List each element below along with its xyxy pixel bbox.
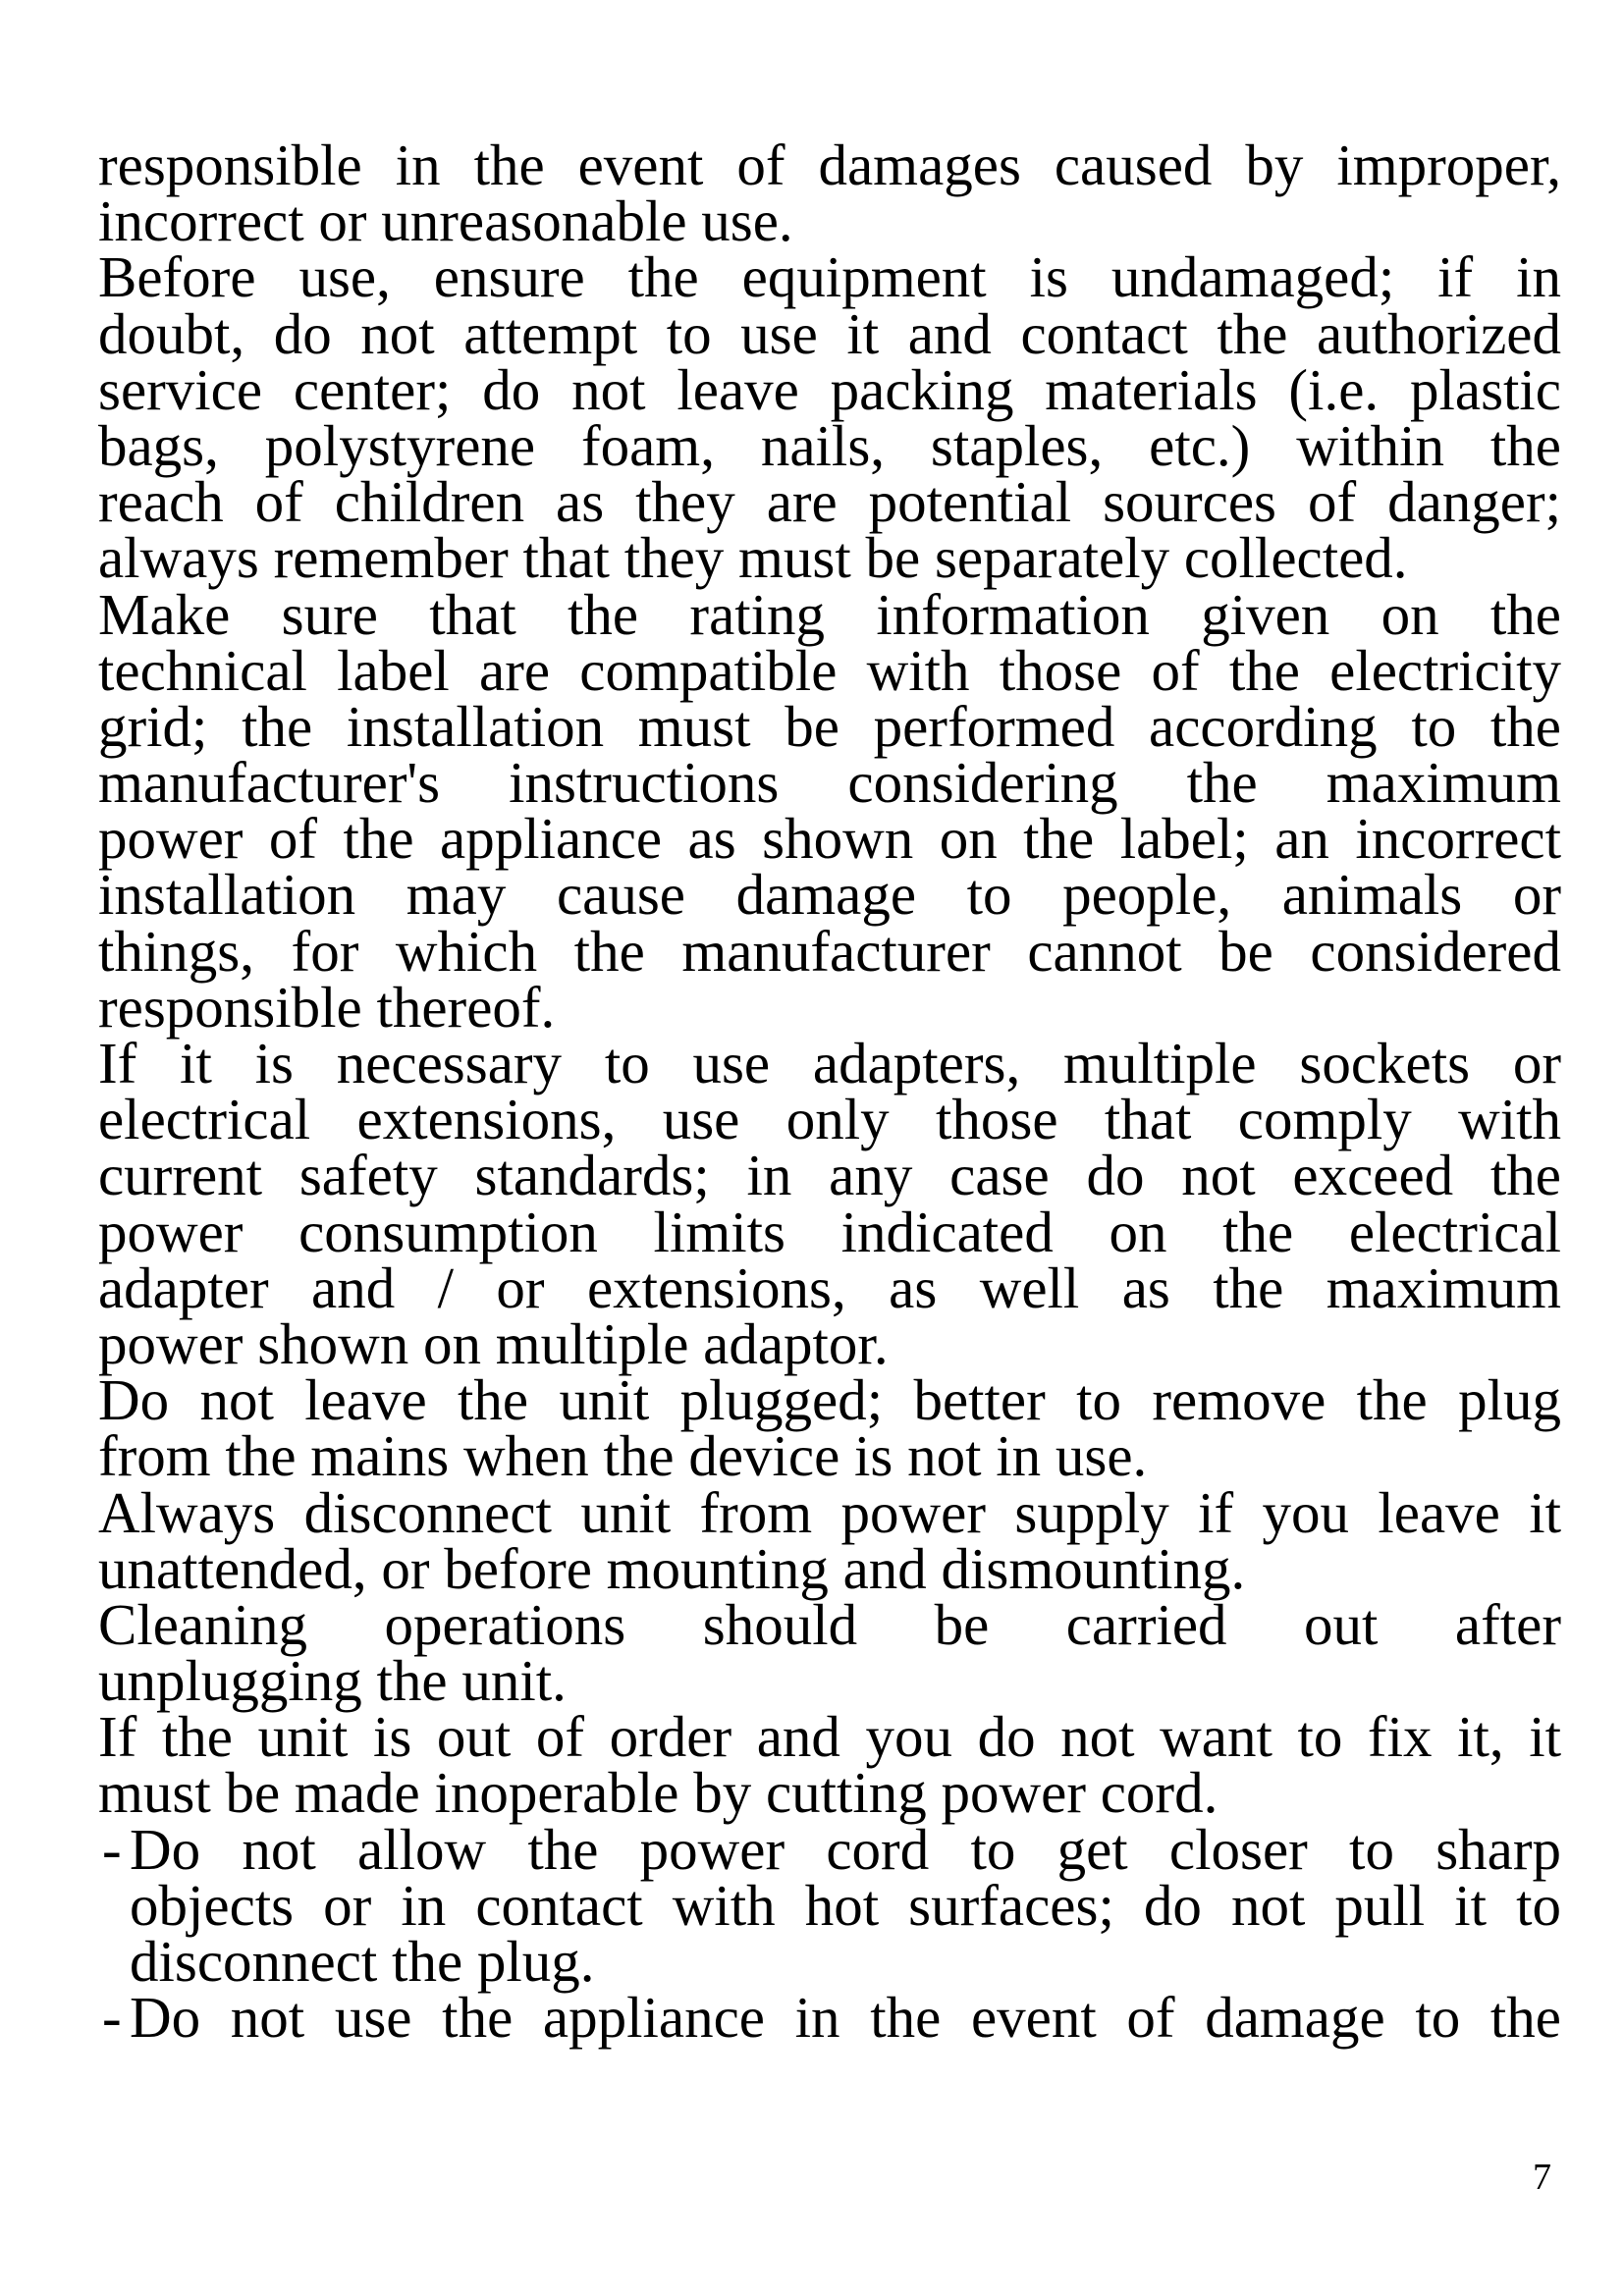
text-line: current safety standards; in any case do not exceed the [98,1143,1561,1208]
paragraph [98,244,1561,591]
text-line: always remember that they must be separately collected. [98,525,1408,591]
page-number: 7 [1533,2157,1551,2198]
bullet-item [98,1816,1561,1994]
text-line: grid; the installation must be performed according to the [98,693,1561,759]
text-line: from the mains when the device is not in use. [98,1423,1148,1489]
paragraph [98,1031,1561,1376]
text-line: adapter and / or extensions, as well as the maximum [98,1255,1561,1320]
text-line [98,1985,1561,2051]
text-line: must be made inoperable by cutting power cord. [98,1760,1218,1826]
text-line: power shown on multiple adaptor. [98,1310,889,1376]
text-line: Before use, ensure the equipment is undamaged; if in [98,244,1561,310]
bullet-text: Do not allow the power cord to get closer to sharp [130,1816,1561,1882]
text-line: If it is necessary to use adapters, multiple sockets or [98,1031,1561,1095]
bullet-marker: - [102,1985,122,2051]
text-line: responsible thereof. [98,974,556,1040]
text-line: power consumption limits indicated on the electrical [98,1199,1561,1264]
text-line: disconnect the plug. [130,1929,595,1994]
text-line: Cleaning operations should be carried out after [98,1591,1561,1657]
bullet-item [98,1985,1561,2051]
text-line [98,1816,1561,1882]
text-line: Always disconnect unit from power supply if you leave it [98,1479,1561,1545]
text-line: objects or in contact with hot surfaces; do not pull it to [130,1872,1561,1938]
text-line: manufacturer's instructions considering the maximum [98,750,1561,816]
text-line: technical label are compatible with those of the electricity [98,637,1561,703]
text-line: If the unit is out of order and you do not want to fix it, it [98,1704,1561,1770]
text-line: things, for which the manufacturer cannot be considered [98,918,1561,984]
text-line: Do not leave the unit plugged; better to remove the plug [98,1367,1561,1433]
paragraph [98,1367,1561,1489]
text-line: power of the appliance as shown on the label; an incorrect [98,806,1561,872]
text-line: reach of children as they are potential sources of danger; [98,469,1561,535]
paragraph [98,1479,1561,1601]
text-line: doubt, do not attempt to use it and contact the authorized [98,300,1561,366]
text-line: Make sure that the rating information given on the [98,581,1561,647]
text-line: responsible in the event of damages caused by improper, [98,133,1561,197]
body-text [98,133,1561,2051]
bullet-marker: - [102,1816,122,1882]
text-line: electrical extensions, use only those that comply with [98,1087,1561,1152]
text-line: incorrect or unreasonable use. [98,188,793,254]
text-line: bags, polystyrene foam, nails, staples, etc.) within the [98,412,1561,478]
paragraph [98,581,1561,1040]
paragraph [98,133,1561,254]
bullet-text: Do not use the appliance in the event of damage to the [130,1985,1561,2051]
text-line: unplugging the unit. [98,1648,567,1714]
text-line: service center; do not leave packing materials (i.e. plastic [98,356,1561,422]
text-line: installation may cause damage to people, animals or [98,862,1561,928]
paragraph [98,1591,1561,1714]
text-line: unattended, or before mounting and dismounting. [98,1535,1246,1601]
paragraph [98,1704,1561,1826]
